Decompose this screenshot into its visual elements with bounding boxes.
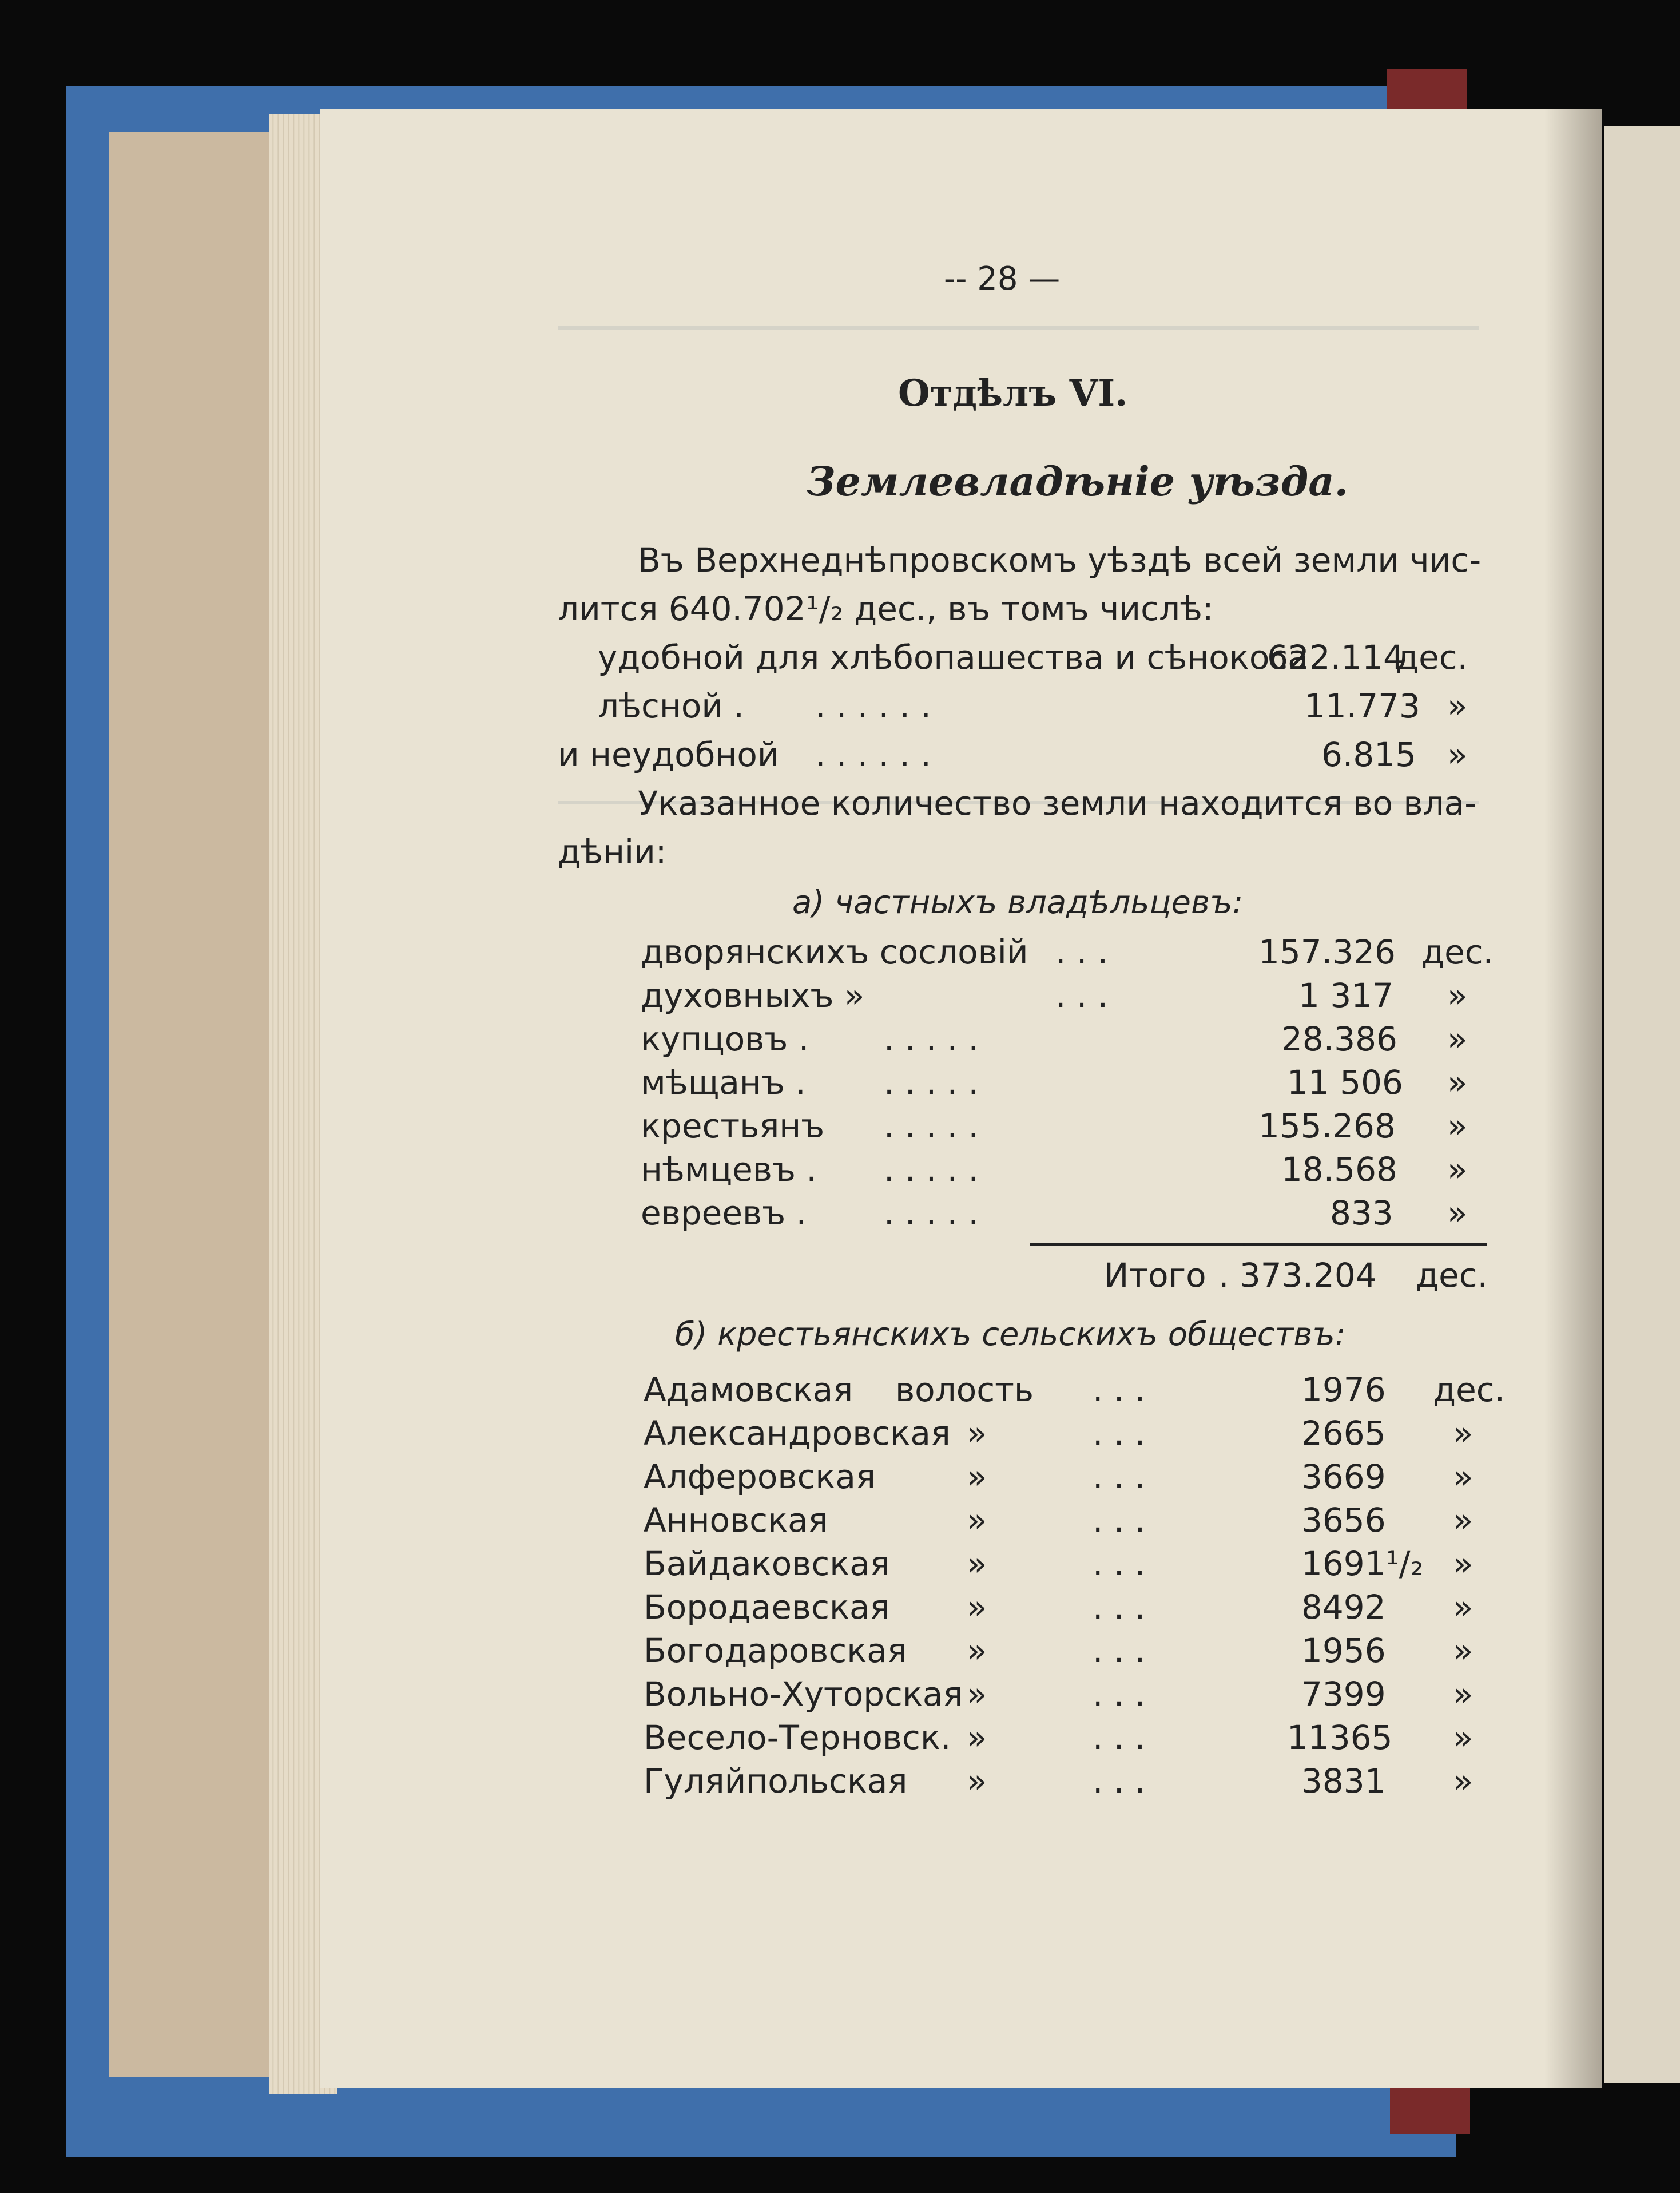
community-dots: . . . [1093,1414,1146,1453]
community-unit: » [1453,1544,1474,1583]
community-dots: . . . [1093,1544,1146,1583]
community-dots: . . . [1093,1588,1146,1627]
community-label: Вольно-Хуторская [644,1675,963,1714]
communities-header: б) крестьянскихъ сельскихъ обществъ: [675,1316,1346,1353]
total-value: . 373.204 [1218,1256,1377,1295]
land-type-value: 622.114 [1267,638,1404,677]
community-unit: » [1453,1675,1474,1714]
community-unit: » [1453,1501,1474,1540]
community-word: » [967,1762,987,1801]
cover-spine-bottom [1390,2083,1470,2134]
community-word: » [967,1501,987,1540]
community-label: Байдаковская [644,1544,890,1583]
community-word: » [967,1414,987,1453]
owner-label: духовныхъ » [641,976,865,1015]
owner-dots: . . . . . [884,1107,979,1145]
owner-unit: дес. [1421,933,1494,971]
community-label: Александровская [644,1414,951,1453]
owner-dots: . . . . . [884,1020,979,1058]
community-dots: . . . [1093,1675,1146,1714]
page-number: -- 28 — [944,260,1061,298]
community-value: 3831 [1301,1762,1386,1801]
owner-unit: » [1447,1107,1468,1145]
owner-label: нѣмцевъ . [641,1150,817,1189]
community-word: » [967,1544,987,1583]
owner-value: 1 317 [1298,976,1394,1015]
owner-unit: » [1447,976,1468,1015]
community-value: 1976 [1301,1370,1386,1409]
community-dots: . . . [1093,1370,1146,1409]
section-title: Отдѣлъ VI. [898,372,1128,415]
community-value: 11365 [1287,1718,1393,1757]
community-label: Гуляйпольская [644,1762,908,1801]
community-word: » [967,1588,987,1627]
community-value: 7399 [1301,1675,1386,1714]
community-label: Весело-Терновск. [644,1718,951,1757]
owner-label: евреевъ . [641,1193,807,1232]
community-dots: . . . [1093,1501,1146,1540]
total-label: Итого [1104,1256,1206,1295]
community-value: 8492 [1301,1588,1386,1627]
owner-label: купцовъ . [641,1020,809,1058]
owner-dots: . . . [1055,976,1109,1015]
community-label: Анновская [644,1501,828,1540]
community-unit: » [1453,1762,1474,1801]
community-word: » [967,1718,987,1757]
land-type-value: 11.773 [1304,687,1420,725]
community-label: Бородаевская [644,1588,890,1627]
community-unit: дес. [1433,1370,1506,1409]
owner-value: 157.326 [1258,933,1396,971]
land-type-unit: » [1447,687,1468,725]
land-type-label: удобной для хлѣбопашества и сѣнокоса [598,638,1308,677]
land-type-dots: . . . . . . [815,687,931,725]
community-dots: . . . [1093,1631,1146,1670]
ownership-intro-line-1: Указанное количество земли находится во вла- [638,784,1477,823]
community-word: » [967,1675,987,1714]
owner-unit: » [1447,1150,1468,1189]
owner-dots: . . . [1055,933,1109,971]
owner-value: 155.268 [1258,1107,1396,1145]
ownership-intro-line-2: дѣніи: [558,832,667,871]
community-dots: . . . [1093,1762,1146,1801]
owner-value: 28.386 [1281,1020,1397,1058]
community-value: 3669 [1301,1457,1386,1496]
section-subtitle: Землевладѣніе уѣзда. [807,458,1349,505]
owner-dots: . . . . . [884,1063,979,1102]
community-value: 3656 [1301,1501,1386,1540]
land-type-unit: » [1447,735,1468,774]
community-word: » [967,1457,987,1496]
total-rule [1030,1243,1487,1246]
owner-unit: » [1447,1063,1468,1102]
community-unit: » [1453,1588,1474,1627]
community-unit: » [1453,1631,1474,1670]
community-unit: » [1453,1414,1474,1453]
community-unit: » [1453,1718,1474,1757]
community-value: 1691¹/₂ [1301,1544,1424,1583]
intro-line-2: лится 640.702¹/₂ дес., въ томъ числѣ: [558,589,1214,628]
community-unit: » [1453,1457,1474,1496]
community-label: Адамовская [644,1370,853,1409]
next-page-edge [1604,126,1680,2083]
owner-label: дворянскихъ сословій [641,933,1028,971]
owner-dots: . . . . . [884,1193,979,1232]
community-word: волость [895,1370,1034,1409]
land-type-dots: . . . . . . [815,735,931,774]
community-value: 1956 [1301,1631,1386,1670]
total-unit: дес. [1416,1256,1488,1295]
community-value: 2665 [1301,1414,1386,1453]
owner-unit: » [1447,1020,1468,1058]
land-type-unit: дес. [1396,638,1468,677]
show-through-rule [558,326,1479,330]
community-label: Алферовская [644,1457,876,1496]
endpaper [109,132,280,2077]
owner-dots: . . . . . [884,1150,979,1189]
community-word: » [967,1631,987,1670]
community-dots: . . . [1093,1457,1146,1496]
community-dots: . . . [1093,1718,1146,1757]
owner-label: мѣщанъ . [641,1063,806,1102]
owner-label: крестьянъ [641,1107,825,1145]
owner-value: 833 [1330,1193,1393,1232]
owner-value: 11 506 [1287,1063,1403,1102]
owner-unit: » [1447,1193,1468,1232]
intro-line-1: Въ Верхнеднѣпровскомъ уѣздѣ всей земли чис- [638,541,1482,580]
private-owners-header: а) частныхъ владѣльцевъ: [792,884,1244,921]
page-gutter-shadow [1544,109,1602,2088]
land-type-label: и неудобной [558,735,779,774]
community-label: Богодаровская [644,1631,907,1670]
land-type-label: лѣсной . [598,687,744,725]
owner-value: 18.568 [1281,1150,1397,1189]
land-type-value: 6.815 [1321,735,1417,774]
